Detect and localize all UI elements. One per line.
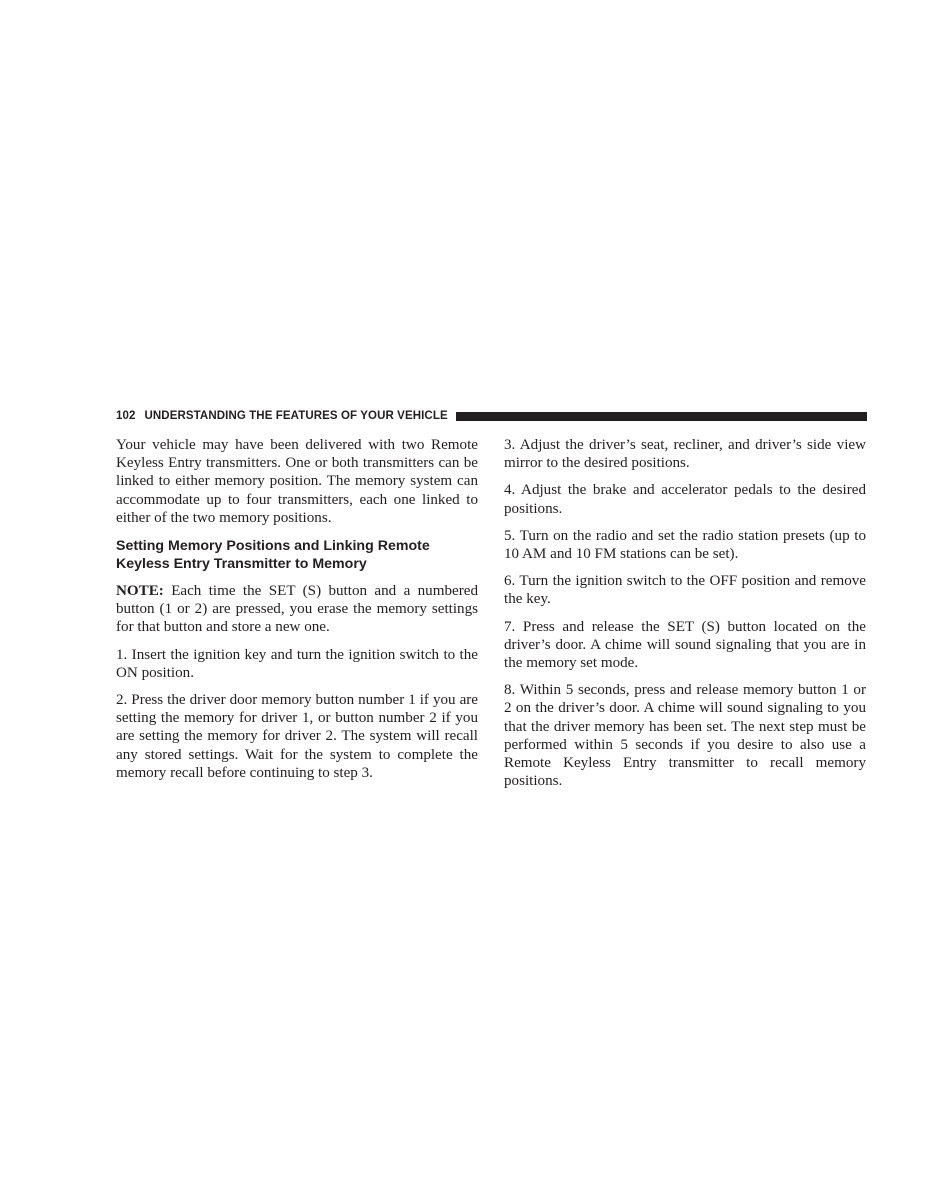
step-4: 4. Adjust the brake and accelerator pedals to the desired positions. xyxy=(504,482,866,517)
step-3: 3. Adjust the driver’s seat, recliner, and driver’s side view mirror to the desired positions. xyxy=(504,437,866,472)
note-paragraph xyxy=(116,582,478,637)
section-title: UNDERSTANDING THE FEATURES OF YOUR VEHICLE xyxy=(144,410,448,422)
step-2: 2. Press the driver door memory button number 1 if you are setting the memory for driver 1, or button number 2 if you are setting the memory for driver 2. The system will recall any stored settings. Wait for the system to complete the memory recall before continuing to step 3. xyxy=(116,692,478,781)
step-5: 5. Turn on the radio and set the radio station presets (up to 10 AM and 10 FM stations can be set). xyxy=(504,527,866,563)
step-1: 1. Insert the ignition key and turn the ignition switch to the ON position. xyxy=(116,646,478,681)
section-heading: Setting Memory Positions and Linking Remote Keyless Entry Transmitter to Memory xyxy=(116,538,430,573)
header-rule xyxy=(456,412,867,421)
left-column xyxy=(116,436,478,791)
step-8: 8. Within 5 seconds, press and release memory button 1 or 2 on the driver’s door. A chime will sound signaling to you that the driver memory has been set. The next step must be performed within 5 seconds if you desire to also use a Remote Keyless Entry transmitter to recall memory positions. xyxy=(504,682,866,790)
right-column xyxy=(504,436,866,799)
intro-paragraph: Your vehicle may have been delivered with two Remote Keyless Entry transmitters. One or both transmitters can be linked to either memory position. The memory system can accommodate up to four transmitters, each one linked to either of the two memory positions. xyxy=(116,437,478,526)
page-header xyxy=(116,408,867,424)
note-label: NOTE: xyxy=(116,583,164,600)
note-text: Each time the SET (S) button and a numbered button (1 or 2) are pressed, you erase the memory settings for that button and store a new one. xyxy=(116,583,478,636)
step-7: 7. Press and release the SET (S) button located on the driver’s door. A chime will sound signaling that you are in the memory set mode. xyxy=(504,618,866,672)
page-number: 102 xyxy=(116,410,136,422)
step-6: 6. Turn the ignition switch to the OFF position and remove the key. xyxy=(504,573,866,608)
